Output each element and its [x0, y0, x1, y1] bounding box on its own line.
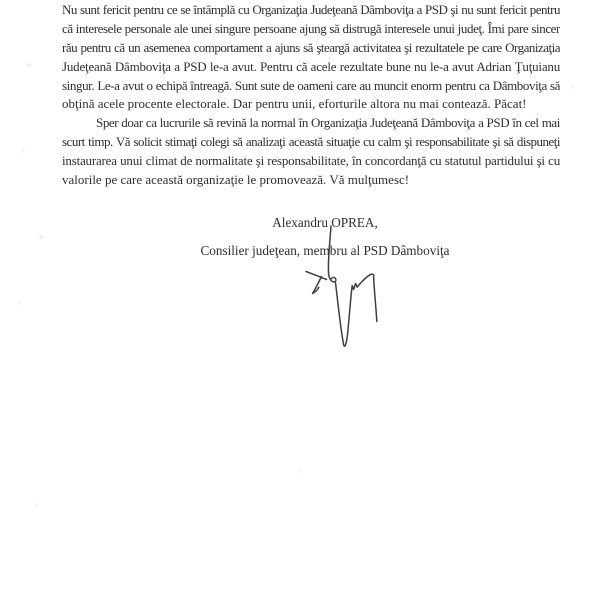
letter-line: că interesele personale ale unei singure persoane ajung să distrugă interesele unui judeţ. Îmi pare sincer	[62, 20, 560, 36]
letter-line: scurt timp. Vă solicit stimaţi colegi să analizaţi această situaţie cu calm şi responsabilitate şi să dispuneţi	[62, 134, 560, 150]
letter-line: valorile pe care această organizaţie le promovează. Vă mulţumesc!	[62, 172, 410, 188]
letter-line: instaurarea unui climat de normalitate şi responsabilitate, în concordanţă cu statutul partidului şi cu	[62, 153, 560, 169]
letter-line: obţină acele procente electorale. Dar pentru unii, eforturile altora nu mai contează. Păcat!	[62, 96, 527, 112]
signature-block	[76, 213, 574, 260]
scan-artifacts	[0, 0, 2, 2]
letter-line: Sper doar ca lucrurile să revină la normal în Organizaţia Judeţeană Dâmboviţa a PSD în cel mai	[96, 115, 560, 131]
letter-line: Judeţeană Dâmboviţa a PSD le-a avut. Pentru că acele rezultate bune nu le-a avut Adrian Ţuţuianu	[62, 58, 560, 74]
letter-body	[62, 1, 560, 190]
letter-line: rău pentru că un asemenea comportament a ajuns să şteargă activitatea şi rezultatele pe care Organizaţia	[62, 39, 560, 55]
letter-line: singur. Le-a avut o echipă întreagă. Sunt sute de oameni care au muncit enorm pentru ca Dâmboviţa să	[62, 77, 560, 93]
signatory-name: Alexandru OPREA,	[272, 215, 378, 230]
letter-line: Nu sunt fericit pentru ce se întâmplă cu Organizaţia Judeţeană Dâmboviţa a PSD şi nu sunt fericit pentru	[62, 2, 560, 17]
signatory-title: Consilier judeţean, membru al PSD Dâmboviţa	[200, 243, 450, 258]
